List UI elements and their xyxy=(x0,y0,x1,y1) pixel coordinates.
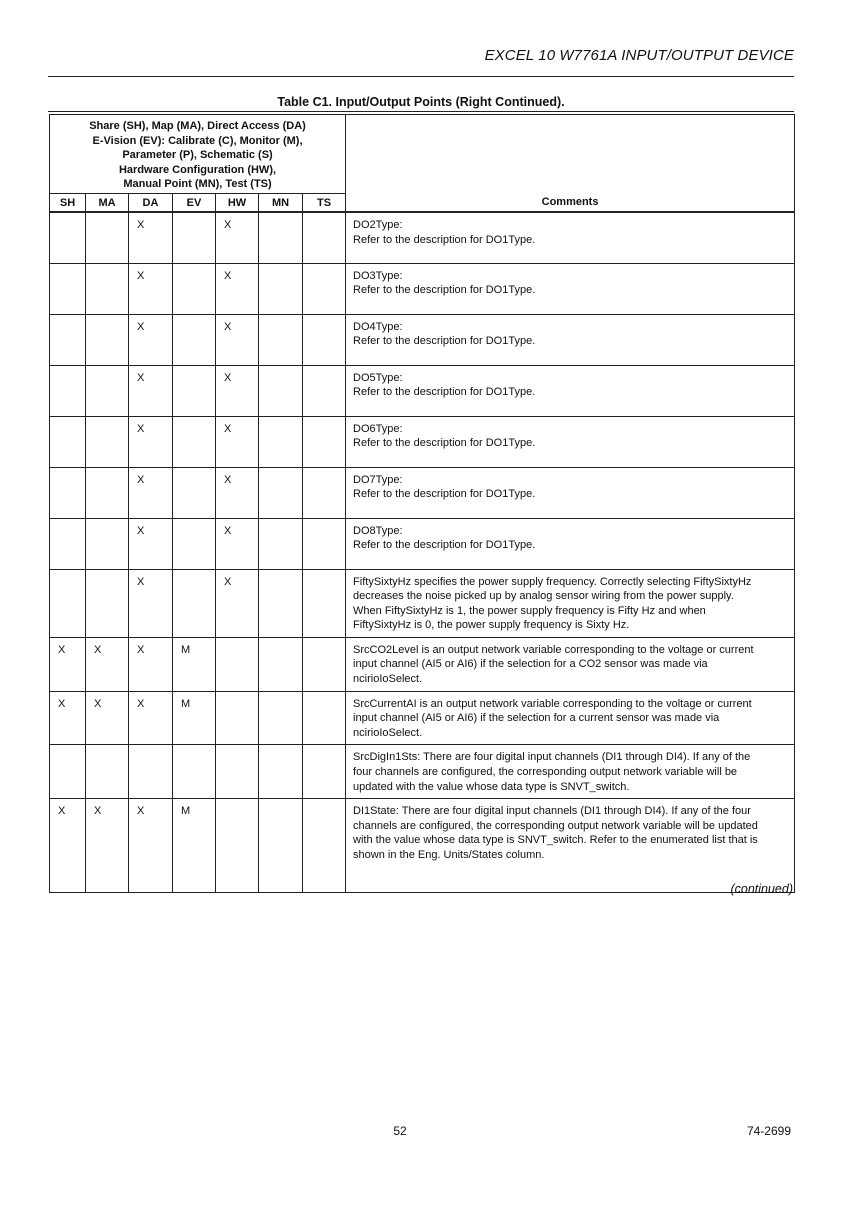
access-cell-mn xyxy=(259,518,303,569)
comment-line: Refer to the description for DO1Type. xyxy=(353,539,536,552)
access-cell-sh xyxy=(50,314,86,365)
column-header-sh: SH xyxy=(50,194,86,213)
access-cell-mn xyxy=(259,263,303,314)
access-cell-mn xyxy=(259,569,303,637)
access-cell-ev xyxy=(173,263,216,314)
comment-line: When FiftySixtyHz is 1, the power supply frequency is Fifty Hz and when xyxy=(353,604,706,617)
comment-line: input channel (AI5 or AI6) if the selection for a current sensor was made via xyxy=(353,712,720,725)
access-cell-mn xyxy=(259,212,303,263)
table-row xyxy=(50,263,795,314)
access-cell-sh: X xyxy=(50,799,86,893)
comment-line: DO5Type: xyxy=(353,371,403,384)
access-cell-da: X xyxy=(129,518,173,569)
access-cell-hw xyxy=(216,745,259,799)
access-cell-sh xyxy=(50,518,86,569)
comment-cell xyxy=(346,467,795,518)
access-cell-ts xyxy=(303,799,346,893)
comment-line: Refer to the description for DO1Type. xyxy=(353,437,536,450)
access-cell-ev xyxy=(173,365,216,416)
table-row xyxy=(50,569,795,637)
access-cell-ev xyxy=(173,314,216,365)
access-cell-mn xyxy=(259,637,303,691)
table-row xyxy=(50,799,795,893)
access-cell-da: X xyxy=(129,314,173,365)
access-cell-mn xyxy=(259,365,303,416)
legend-line: E-Vision (EV): Calibrate (C), Monitor (M), xyxy=(92,134,303,147)
comment-line: input channel (AI5 or AI6) if the selection for a CO2 sensor was made via xyxy=(353,658,708,671)
access-cell-hw: X xyxy=(216,467,259,518)
access-cell-da xyxy=(129,745,173,799)
access-cell-da: X xyxy=(129,467,173,518)
access-cell-hw: X xyxy=(216,416,259,467)
table-row xyxy=(50,637,795,691)
comment-line: Refer to the description for DO1Type. xyxy=(353,386,536,399)
io-points-table xyxy=(49,114,795,893)
comment-line: DO7Type: xyxy=(353,473,403,486)
comment-line: updated with the value whose data type is SNVT_switch. xyxy=(353,780,630,793)
comment-line: FiftySixtyHz is 0, the power supply frequency is Sixty Hz. xyxy=(353,619,630,632)
comment-line: Refer to the description for DO1Type. xyxy=(353,284,536,297)
access-cell-da: X xyxy=(129,416,173,467)
column-header-ev: EV xyxy=(173,194,216,213)
table-row xyxy=(50,416,795,467)
access-cell-ev xyxy=(173,416,216,467)
comment-line: DO8Type: xyxy=(353,524,403,537)
access-cell-ts xyxy=(303,314,346,365)
access-cell-hw: X xyxy=(216,212,259,263)
comment-cell xyxy=(346,212,795,263)
comment-line: SrcDigIn1Sts: There are four digital input channels (DI1 through DI4). If any of the xyxy=(353,751,751,764)
comment-cell xyxy=(346,569,795,637)
running-header: EXCEL 10 W7761A INPUT/OUTPUT DEVICE xyxy=(484,47,794,64)
access-cell-da: X xyxy=(129,637,173,691)
table-row xyxy=(50,518,795,569)
comment-line: SrcCurrentAI is an output network variable corresponding to the voltage or current xyxy=(353,697,752,710)
comment-cell xyxy=(346,637,795,691)
access-cell-ev xyxy=(173,569,216,637)
access-cell-ts xyxy=(303,569,346,637)
access-cell-da: X xyxy=(129,365,173,416)
column-header-ma: MA xyxy=(86,194,129,213)
access-cell-mn xyxy=(259,467,303,518)
comment-line: Refer to the description for DO1Type. xyxy=(353,488,536,501)
comment-line: ncirioIoSelect. xyxy=(353,726,423,739)
access-cell-ts xyxy=(303,518,346,569)
comment-cell xyxy=(346,745,795,799)
comment-cell xyxy=(346,263,795,314)
table-row xyxy=(50,365,795,416)
legend-line: Hardware Configuration (HW), xyxy=(118,163,277,176)
access-cell-hw: X xyxy=(216,314,259,365)
access-cell-hw: X xyxy=(216,365,259,416)
access-cell-ma: X xyxy=(86,691,129,745)
comment-line: SrcCO2Level is an output network variable corresponding to the voltage or current xyxy=(353,643,754,656)
continued-note: (continued) xyxy=(730,882,793,896)
access-cell-ts xyxy=(303,467,346,518)
access-cell-ma: X xyxy=(86,637,129,691)
access-cell-hw xyxy=(216,799,259,893)
column-header-da: DA xyxy=(129,194,173,213)
access-cell-sh xyxy=(50,365,86,416)
table-row xyxy=(50,314,795,365)
comment-line: DI1State: There are four digital input channels (DI1 through DI4). If any of the four xyxy=(353,805,751,818)
access-cell-ma xyxy=(86,314,129,365)
access-cell-hw: X xyxy=(216,263,259,314)
access-cell-mn xyxy=(259,691,303,745)
comments-column-header: Comments xyxy=(346,115,795,213)
access-cell-ev xyxy=(173,467,216,518)
comment-cell xyxy=(346,518,795,569)
document-number: 74-2699 xyxy=(746,1124,791,1138)
access-cell-sh: X xyxy=(50,637,86,691)
access-cell-ev xyxy=(173,212,216,263)
legend-line: Parameter (P), Schematic (S) xyxy=(122,149,273,161)
table-row xyxy=(50,745,795,799)
access-cell-da: X xyxy=(129,691,173,745)
access-cell-ts xyxy=(303,212,346,263)
comment-line: DO3Type: xyxy=(353,269,403,282)
access-cell-ts xyxy=(303,365,346,416)
access-cell-ts xyxy=(303,263,346,314)
access-cell-sh xyxy=(50,467,86,518)
table-body xyxy=(50,212,795,893)
access-cell-sh xyxy=(50,569,86,637)
comment-line: Refer to the description for DO1Type. xyxy=(353,335,536,348)
access-cell-mn xyxy=(259,745,303,799)
table-row xyxy=(50,212,795,263)
comment-cell xyxy=(346,416,795,467)
legend-line: Manual Point (MN), Test (TS) xyxy=(123,178,272,190)
access-cell-hw: X xyxy=(216,518,259,569)
access-cell-ma xyxy=(86,416,129,467)
access-cell-ts xyxy=(303,691,346,745)
column-header-hw: HW xyxy=(216,194,259,213)
access-cell-ev: M xyxy=(173,637,216,691)
access-legend xyxy=(50,115,346,194)
comment-line: DO6Type: xyxy=(353,422,403,435)
table-title: Table C1. Input/Output Points (Right Continued). xyxy=(277,95,565,109)
access-cell-ev: M xyxy=(173,691,216,745)
access-cell-ts xyxy=(303,416,346,467)
access-cell-mn xyxy=(259,416,303,467)
page-number: 52 xyxy=(393,1124,407,1138)
access-cell-ev: M xyxy=(173,799,216,893)
access-cell-ma xyxy=(86,212,129,263)
access-cell-hw: X xyxy=(216,569,259,637)
comment-cell xyxy=(346,799,795,893)
table-row xyxy=(50,691,795,745)
access-cell-ts xyxy=(303,637,346,691)
access-cell-hw xyxy=(216,637,259,691)
access-cell-mn xyxy=(259,314,303,365)
access-cell-ev xyxy=(173,518,216,569)
comment-line: ncirioIoSelect. xyxy=(353,673,423,686)
access-cell-da: X xyxy=(129,799,173,893)
column-header-mn: MN xyxy=(259,194,303,213)
access-cell-ma: X xyxy=(86,799,129,893)
access-cell-ev xyxy=(173,745,216,799)
comment-line: DO2Type: xyxy=(353,219,403,231)
access-cell-da: X xyxy=(129,569,173,637)
access-cell-ma xyxy=(86,518,129,569)
access-cell-ma xyxy=(86,467,129,518)
access-cell-sh xyxy=(50,745,86,799)
access-cell-ts xyxy=(303,745,346,799)
access-cell-ma xyxy=(86,569,129,637)
comment-line: channels are configured, the corresponding output network variable will be updated xyxy=(353,819,758,832)
title-rule xyxy=(48,111,794,112)
comment-line: four channels are configured, the corresponding output network variable will be xyxy=(353,766,738,779)
table-row xyxy=(50,467,795,518)
access-cell-sh xyxy=(50,416,86,467)
access-cell-da: X xyxy=(129,263,173,314)
column-header-ts: TS xyxy=(303,194,346,213)
header-rule xyxy=(48,76,794,77)
access-cell-ma xyxy=(86,263,129,314)
access-cell-sh: X xyxy=(50,691,86,745)
comment-cell xyxy=(346,314,795,365)
comment-line: Refer to the description for DO1Type. xyxy=(353,233,536,246)
comment-line: decreases the noise picked up by analog sensor wiring from the power supply. xyxy=(353,590,734,603)
comment-cell xyxy=(346,691,795,745)
legend-line: Share (SH), Map (MA), Direct Access (DA) xyxy=(89,120,306,132)
access-cell-ma xyxy=(86,365,129,416)
access-cell-sh xyxy=(50,212,86,263)
comment-line: FiftySixtyHz specifies the power supply frequency. Correctly selecting FiftySixtyHz xyxy=(353,575,752,588)
access-cell-ma xyxy=(86,745,129,799)
access-cell-da: X xyxy=(129,212,173,263)
comment-line: with the value whose data type is SNVT_switch. Refer to the enumerated list that is xyxy=(353,834,758,847)
comment-line: DO4Type: xyxy=(353,320,403,333)
comment-line: shown in the Eng. Units/States column. xyxy=(353,849,545,861)
access-cell-mn xyxy=(259,799,303,893)
comment-cell xyxy=(346,365,795,416)
access-cell-sh xyxy=(50,263,86,314)
access-cell-hw xyxy=(216,691,259,745)
